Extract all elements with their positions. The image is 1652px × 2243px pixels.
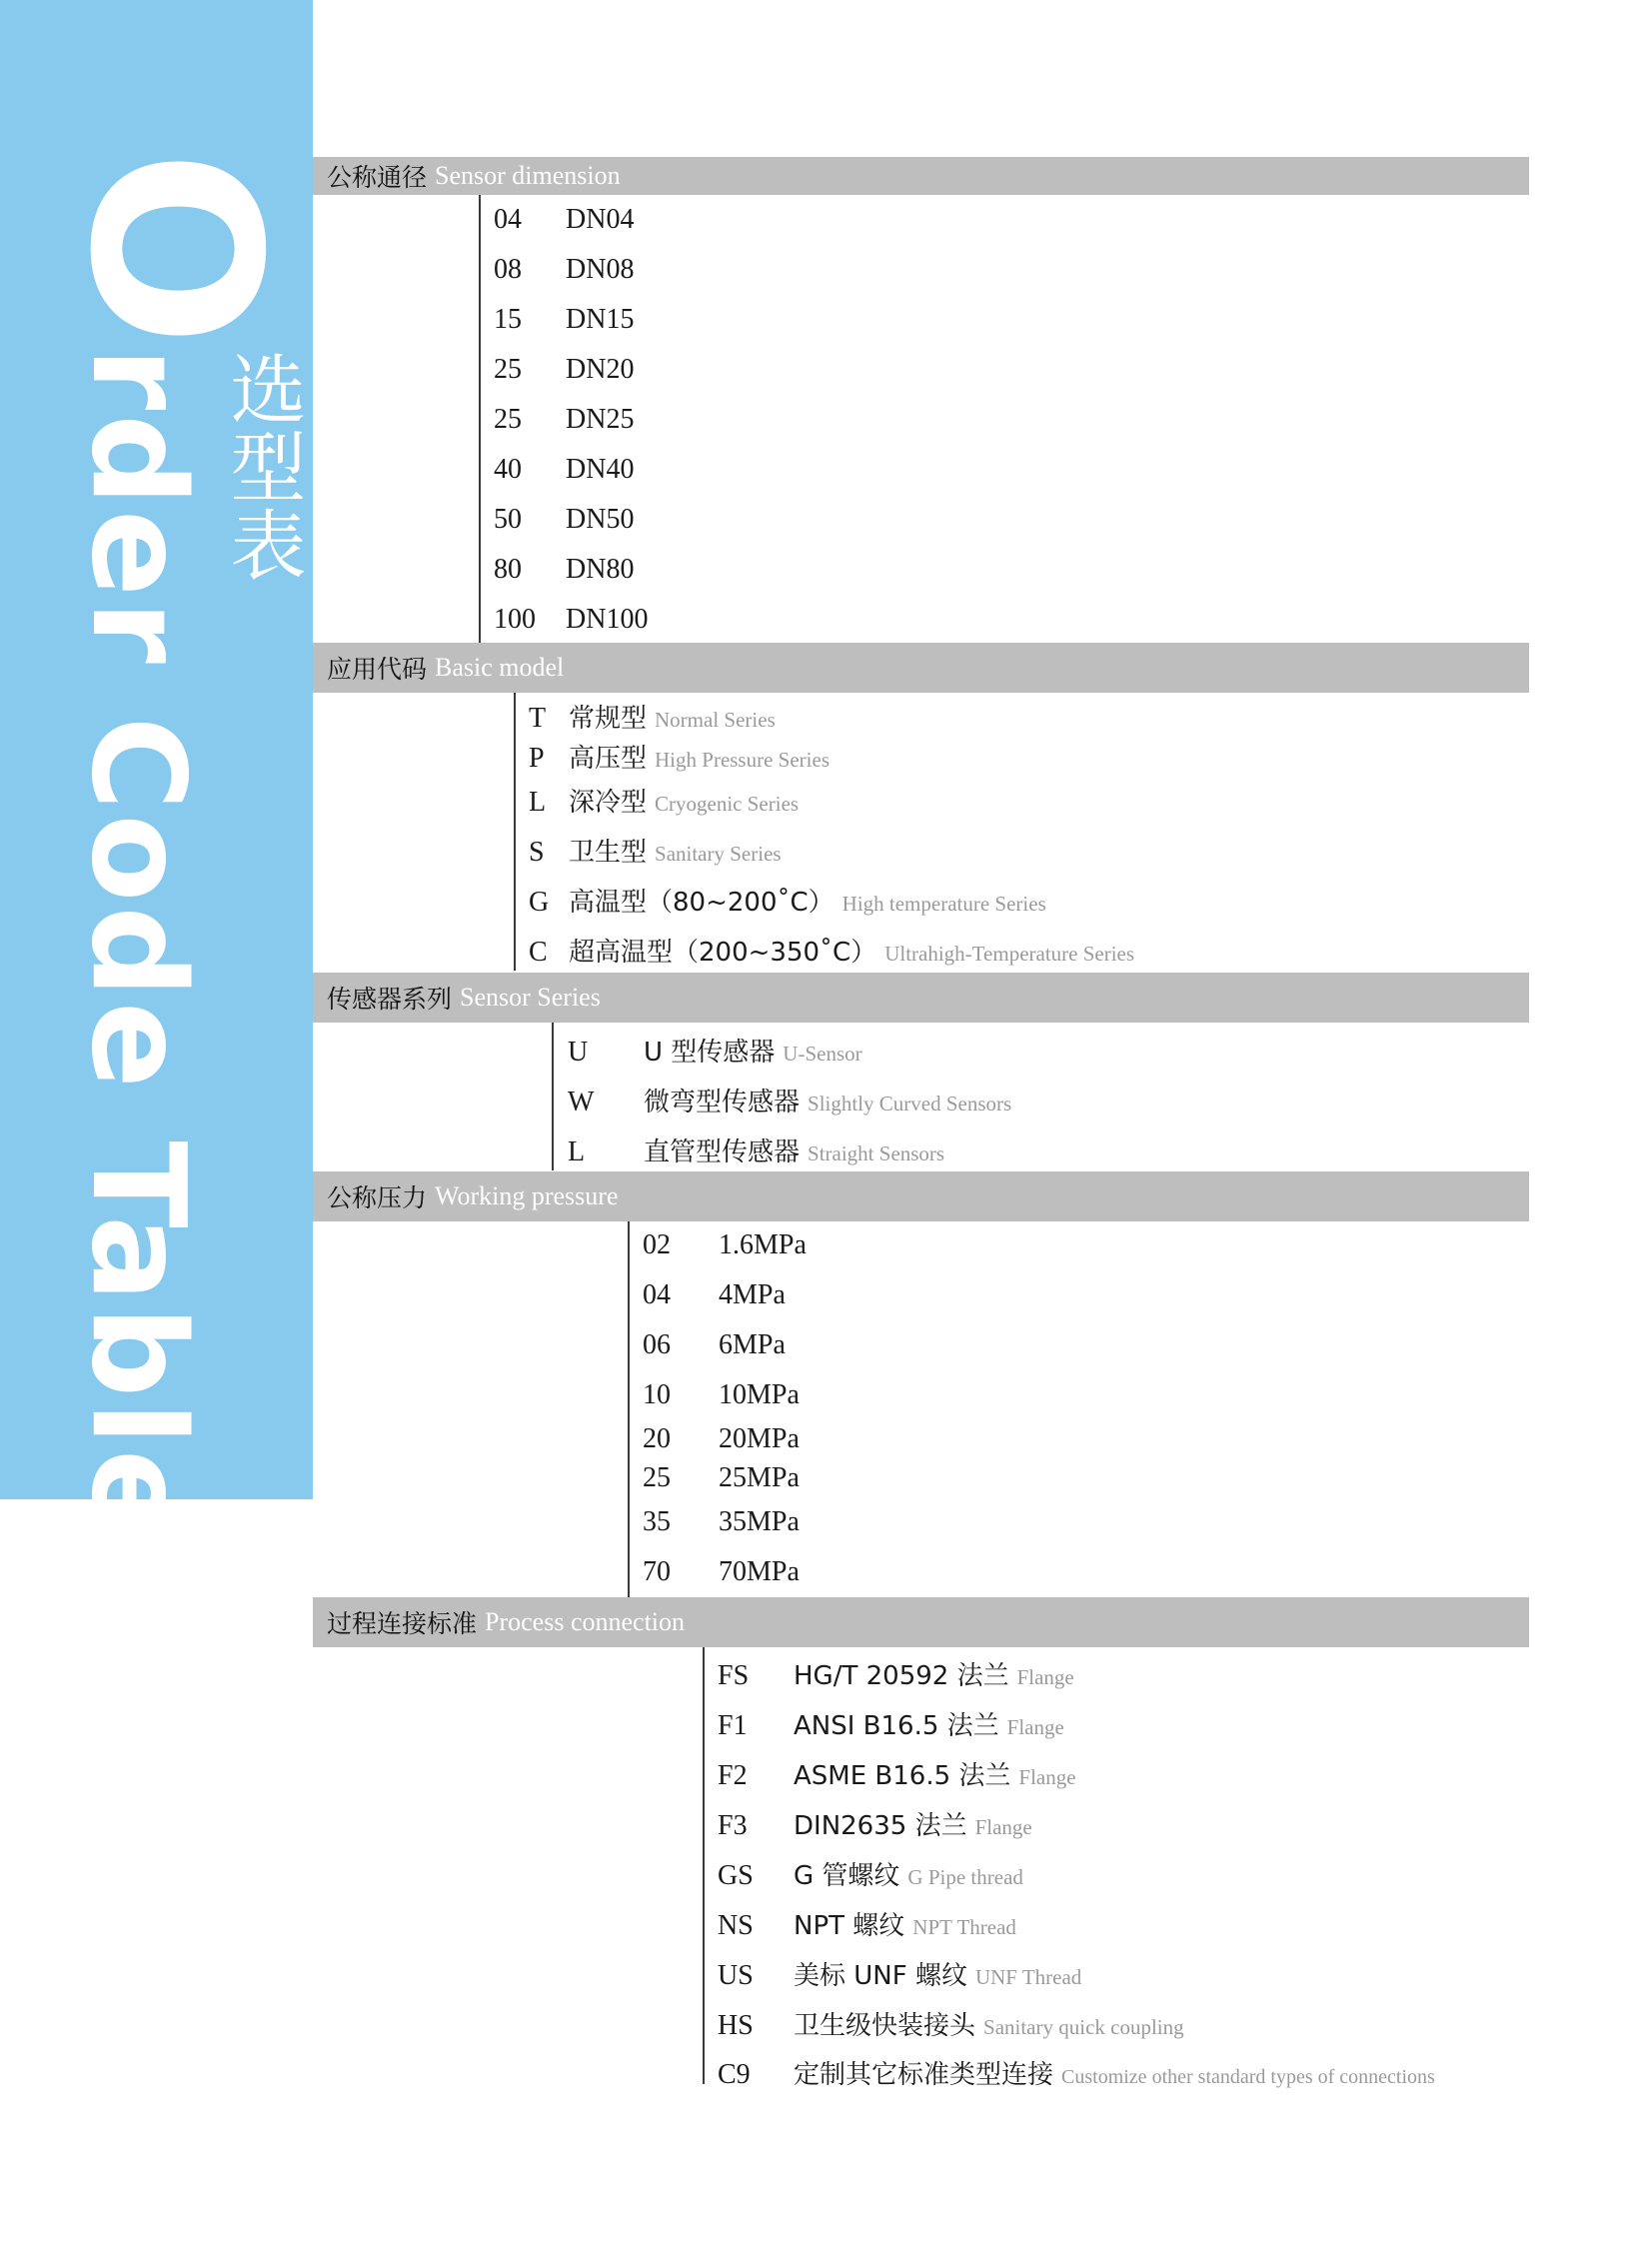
item-code: C9 xyxy=(718,2059,751,2090)
item-label-zh: 微弯型传感器 xyxy=(644,1088,801,1118)
item-code: 35 xyxy=(643,1506,671,1537)
list-item xyxy=(718,1805,1032,1842)
list-item xyxy=(529,832,782,869)
sidebar-panel xyxy=(0,0,313,1540)
item-value: DN40 xyxy=(566,454,635,485)
item-label-zh: G 管螺纹 xyxy=(794,1861,900,1891)
list-item xyxy=(643,1556,800,1588)
item-label-en: U-Sensor xyxy=(783,1042,862,1066)
item-label-zh: 常规型 xyxy=(569,704,648,734)
item-label-en: Sanitary Series xyxy=(655,842,782,866)
list-item xyxy=(718,1855,1023,1892)
item-label-zh: 深冷型 xyxy=(569,788,648,818)
item-code: T xyxy=(529,703,547,734)
item-code: 06 xyxy=(643,1329,671,1360)
list-item xyxy=(643,1329,786,1361)
section-header-series xyxy=(313,973,1529,1023)
section-title-zh: 公称压力 xyxy=(327,1183,428,1212)
item-code: US xyxy=(718,1960,754,1991)
item-code: F3 xyxy=(718,1810,748,1841)
section-header-model xyxy=(313,643,1529,693)
item-code: 04 xyxy=(494,204,522,235)
item-label-en: Normal Series xyxy=(655,708,776,732)
list-item xyxy=(494,604,648,636)
item-code: 70 xyxy=(643,1556,671,1587)
item-label-zh: 卫生级快装接头 xyxy=(794,2011,976,2041)
list-item xyxy=(643,1279,786,1311)
item-label-en: High temperature Series xyxy=(841,892,1046,916)
section-header-dimension xyxy=(313,157,1529,195)
item-label-zh: 超高温型（200~350˚C） xyxy=(569,938,877,968)
item-label-en: NPT Thread xyxy=(912,1915,1016,1939)
item-code: L xyxy=(568,1136,586,1167)
list-item xyxy=(643,1423,800,1455)
section-divider-line xyxy=(552,1023,554,1170)
item-label-en: Flange xyxy=(974,1815,1032,1839)
item-code: 80 xyxy=(494,554,522,585)
item-code: P xyxy=(529,743,545,774)
list-item xyxy=(718,1955,1081,1992)
list-item xyxy=(494,504,634,536)
item-code: HS xyxy=(718,2010,754,2041)
item-value: DN20 xyxy=(566,354,635,385)
item-code: L xyxy=(529,787,547,818)
item-code: 15 xyxy=(494,304,522,335)
item-label-en: High Pressure Series xyxy=(655,748,829,772)
item-value: DN08 xyxy=(566,254,635,285)
item-code: U xyxy=(568,1037,589,1068)
item-value: DN15 xyxy=(566,304,635,335)
item-value: DN100 xyxy=(566,604,649,635)
list-item xyxy=(718,1755,1076,1792)
item-label-zh: U 型传感器 xyxy=(644,1038,776,1068)
item-value: DN50 xyxy=(566,504,635,535)
section-header-pressure xyxy=(313,1171,1529,1221)
item-value: 20MPa xyxy=(719,1423,800,1454)
item-label-zh: 高压型 xyxy=(569,744,648,774)
section-title-en: Sensor dimension xyxy=(435,161,621,190)
section-title-zh: 传感器系列 xyxy=(327,985,453,1014)
item-label-en: Ultrahigh-Temperature Series xyxy=(884,942,1135,966)
list-item xyxy=(568,1131,944,1168)
list-item xyxy=(494,304,634,336)
item-value: DN25 xyxy=(566,404,635,435)
item-label-zh: NPT 螺纹 xyxy=(794,1911,905,1941)
item-code: G xyxy=(529,887,550,918)
section-title-en: Working pressure xyxy=(435,1181,619,1210)
list-item xyxy=(568,1032,862,1069)
item-code: 50 xyxy=(494,504,522,535)
item-code: 25 xyxy=(494,404,522,435)
item-code: FS xyxy=(718,1660,750,1691)
item-value: 10MPa xyxy=(719,1379,800,1410)
item-label-en: Slightly Curved Sensors xyxy=(808,1092,1012,1116)
sidebar-title-initial: O xyxy=(39,150,309,348)
item-code: C xyxy=(529,937,548,968)
item-value: DN80 xyxy=(566,554,635,585)
list-item xyxy=(643,1506,800,1538)
item-label-en: Cryogenic Series xyxy=(655,792,800,816)
item-label-zh: 卫生型 xyxy=(569,838,648,868)
item-label-zh: 高温型（80~200˚C） xyxy=(569,888,834,918)
section-title-zh: 过程连接标准 xyxy=(327,1609,478,1638)
item-value: 6MPa xyxy=(719,1329,786,1360)
item-label-en: G Pipe thread xyxy=(907,1865,1023,1889)
item-code: NS xyxy=(718,1910,754,1941)
item-label-zh: DIN2635 法兰 xyxy=(794,1811,967,1841)
item-code: 100 xyxy=(494,604,536,635)
section-divider-line xyxy=(514,693,516,971)
list-item xyxy=(643,1462,800,1494)
item-label-en: Flange xyxy=(1006,1715,1064,1739)
item-code: 02 xyxy=(643,1229,671,1260)
item-label-en: UNF Thread xyxy=(974,1965,1082,1989)
item-label-zh: ASME B16.5 法兰 xyxy=(794,1761,1011,1791)
list-item xyxy=(529,738,829,775)
list-item xyxy=(568,1082,1011,1119)
list-item xyxy=(718,2005,1184,2042)
list-item xyxy=(494,454,634,486)
section-title-en: Sensor Series xyxy=(460,983,601,1012)
item-value: 4MPa xyxy=(719,1279,786,1310)
item-label-en: Sanitary quick coupling xyxy=(983,2015,1184,2039)
list-item xyxy=(529,698,776,735)
list-item xyxy=(643,1229,807,1261)
list-item xyxy=(494,404,634,436)
item-label-en: Flange xyxy=(1018,1765,1076,1789)
list-item xyxy=(718,2054,1435,2091)
item-label-zh: 美标 UNF 螺纹 xyxy=(794,1961,967,1991)
item-label-zh: ANSI B16.5 法兰 xyxy=(794,1711,999,1741)
item-code: 04 xyxy=(643,1279,671,1310)
section-title-zh: 公称通径 xyxy=(327,163,428,192)
section-divider-line xyxy=(479,195,481,643)
item-value: DN04 xyxy=(566,204,635,235)
item-value: 35MPa xyxy=(719,1506,800,1537)
item-code: 10 xyxy=(643,1379,671,1410)
item-label-en: Customize other standard types of connections xyxy=(1061,2066,1435,2088)
item-label-en: Straight Sensors xyxy=(808,1141,945,1165)
item-code: F1 xyxy=(718,1710,748,1741)
item-value: 70MPa xyxy=(719,1556,800,1587)
item-code: 20 xyxy=(643,1423,671,1454)
section-divider-line xyxy=(628,1221,630,1597)
list-item xyxy=(718,1905,1016,1942)
list-item xyxy=(529,782,799,819)
section-title-en: Basic model xyxy=(435,653,565,682)
list-item xyxy=(529,932,1134,969)
list-item xyxy=(494,554,634,586)
item-label-zh: 定制其它标准类型连接 xyxy=(794,2060,1054,2090)
item-code: F2 xyxy=(718,1760,748,1791)
list-item xyxy=(643,1379,800,1411)
list-item xyxy=(718,1655,1074,1692)
item-value: 25MPa xyxy=(719,1462,800,1493)
item-code: W xyxy=(568,1087,595,1118)
item-label-en: Flange xyxy=(1016,1665,1074,1689)
section-header-connection xyxy=(313,1597,1529,1647)
item-code: S xyxy=(529,837,545,868)
sidebar-subtitle: 选型表 xyxy=(218,350,307,584)
item-code: 25 xyxy=(643,1462,671,1493)
item-code: 40 xyxy=(494,454,522,485)
item-code: 25 xyxy=(494,354,522,385)
list-item xyxy=(494,254,634,286)
list-item xyxy=(494,204,634,236)
list-item xyxy=(529,882,1046,919)
section-title-zh: 应用代码 xyxy=(327,655,428,684)
item-label-zh: HG/T 20592 法兰 xyxy=(794,1661,1009,1691)
list-item xyxy=(718,1705,1064,1742)
item-code: GS xyxy=(718,1860,754,1891)
item-code: 08 xyxy=(494,254,522,285)
section-divider-line xyxy=(703,1647,705,2084)
sidebar-title-rest: rder Code Table xyxy=(63,347,212,1540)
section-title-en: Process connection xyxy=(485,1607,686,1636)
list-item xyxy=(494,354,634,386)
item-label-zh: 直管型传感器 xyxy=(644,1137,801,1167)
item-value: 1.6MPa xyxy=(719,1229,807,1260)
